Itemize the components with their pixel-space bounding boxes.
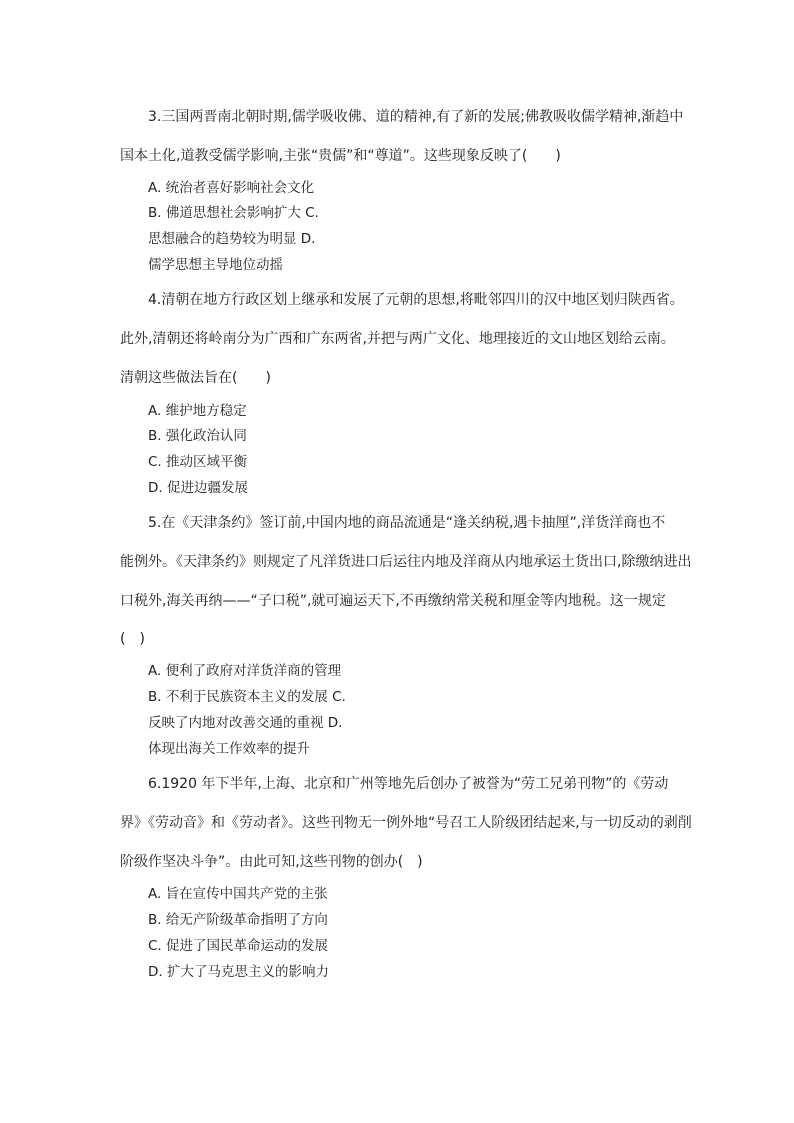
question-4-option-line-2: B. 强化政治认同 [148,428,247,444]
question-6-stem-line-1: 6.1920 年下半年,上海、北京和广州等地先后创办了被誉为“劳工兄弟刊物”的《劳动 [148,776,669,792]
question-6-option-line-1: A. 旨在宣传中国共产党的主张 [148,886,328,902]
question-4-stem-line-3: 清朝这些做法旨在( ) [120,370,271,386]
question-4-option-line-3: C. 推动区域平衡 [148,454,248,470]
question-5-stem-line-3: 口税外,海关再纳——“子口税”,就可遍运天下,不再缴纳常关税和厘金等内地税。这一规定 [120,593,666,609]
question-5-stem-line-1: 5.在《天津条约》签订前,中国内地的商品流通是“逢关纳税,遇卡抽厘”,洋货洋商也不 [148,515,666,531]
question-5-option-line-1: A. 便利了政府对洋货洋商的管理 [148,663,342,679]
question-4-option-line-4: D. 促进边疆发展 [148,480,248,496]
question-4-stem-line-2: 此外,清朝还将岭南分为广西和广东两省,并把与两广文化、地理接近的文山地区划给云南。 [120,331,675,347]
question-3-stem-line-1: 3.三国两晋南北朝时期,儒学吸收佛、道的精神,有了新的发展;佛教吸收儒学精神,渐趋中 [148,109,684,125]
question-5-stem-line-2: 能例外。《天津条约》则规定了凡洋货进口后运往内地及洋商从内地承运土货出口,除缴纳进出 [120,554,692,570]
question-5-option-line-4: 体现出海关工作效率的提升 [148,741,310,757]
question-5-option-line-2: B. 不利于民族资本主义的发展 C. [148,689,346,705]
question-6-option-line-4: D. 扩大了马克思主义的影响力 [148,964,329,980]
question-3-option-line-4: 儒学思想主导地位动摇 [148,257,283,273]
question-3-option-line-2: B. 佛道思想社会影响扩大 C. [148,205,319,221]
question-6-option-line-3: C. 促进了国民革命运动的发展 [148,938,329,954]
question-3-option-line-3: 思想融合的趋势较为明显 D. [148,231,316,247]
question-4-stem-line-1: 4.清朝在地方行政区划上继承和发展了元朝的思想,将毗邻四川的汉中地区划归陕西省。 [148,292,684,308]
question-6-option-line-2: B. 给无产阶级革命指明了方向 [148,912,328,928]
question-4-option-line-1: A. 维护地方稳定 [148,403,247,419]
question-6-stem-line-2: 界》《劳动音》和《劳动者》。这些刊物无一例外地“号召工人阶级团结起来,与一切反动的剥削 [120,815,692,831]
question-3-option-line-1: A. 统治者喜好影响社会文化 [148,180,315,196]
question-5-option-line-3: 反映了内地对改善交通的重视 D. [148,715,343,731]
question-3-stem-line-2: 国本土化,道教受儒学影响,主张“贵儒”和“尊道”。这些现象反映了( ) [120,148,561,164]
question-6-stem-line-3: 阶级作坚决斗争”。由此可知,这些刊物的创办( ) [120,854,423,870]
question-5-stem-line-4: ( ) [120,631,145,647]
